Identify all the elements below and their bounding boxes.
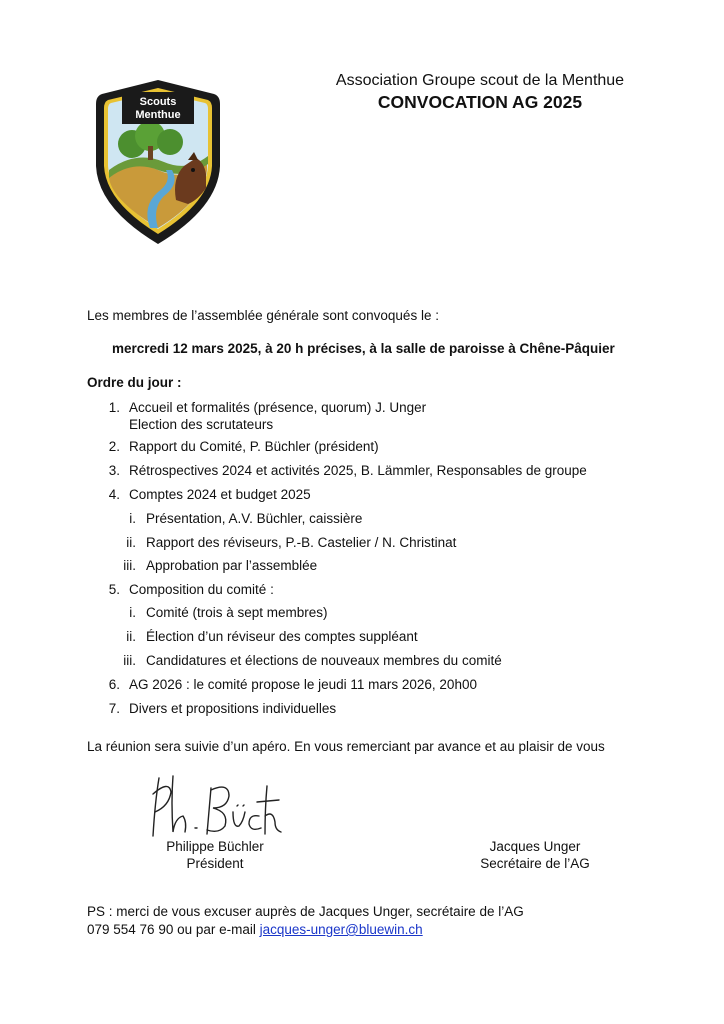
signature-block-left bbox=[150, 838, 280, 872]
item-text: Composition du comité : bbox=[129, 582, 274, 597]
ps-phone-text: 079 554 76 90 ou par e-mail bbox=[87, 922, 260, 937]
logo-text-scouts: Scouts bbox=[139, 96, 177, 108]
closing-text: La réunion sera suivie d’un apéro. En vous remerciant par avance et au plaisir de vous bbox=[87, 739, 605, 754]
item-number: i. bbox=[129, 605, 136, 620]
intro-text: Les membres de l’assemblée générale sont convoqués le : bbox=[87, 308, 439, 323]
item-text: Rapport du Comité, P. Büchler (président) bbox=[129, 439, 379, 454]
email-link[interactable]: jacques-unger@bluewin.ch bbox=[259, 922, 423, 937]
postscript bbox=[87, 903, 524, 939]
item-number: 1. bbox=[108, 400, 120, 415]
item-number: i. bbox=[129, 511, 136, 526]
item-number: iii. bbox=[123, 558, 136, 573]
handwritten-signature bbox=[145, 772, 295, 842]
item-text: Rapport des réviseurs, P.-B. Castelier / N. Christinat bbox=[146, 535, 457, 550]
signer-role: Président bbox=[186, 856, 244, 871]
item-text: Approbation par l’assemblée bbox=[146, 558, 318, 573]
item-number: 6. bbox=[108, 677, 120, 692]
item-text: Candidatures et élections de nouveaux membres du comité bbox=[146, 653, 502, 668]
ps-line-2 bbox=[87, 921, 524, 939]
item-text: Accueil et formalités (présence, quorum) J. Unger bbox=[129, 400, 427, 415]
meeting-date: mercredi 12 mars 2025, à 20 h précises, à la salle de paroisse à Chêne-Pâquier bbox=[112, 341, 615, 356]
agenda-heading: Ordre du jour : bbox=[87, 375, 182, 390]
signature-block-right bbox=[460, 838, 610, 872]
scouts-menthue-logo bbox=[92, 78, 224, 246]
signer-role: Secrétaire de l’AG bbox=[480, 856, 590, 871]
item-number: 4. bbox=[108, 487, 120, 502]
ps-line-1: PS : merci de vous excuser auprès de Jacques Unger, secrétaire de l’AG bbox=[87, 904, 524, 919]
signer-name: Philippe Büchler bbox=[166, 839, 264, 854]
item-text: Comptes 2024 et budget 2025 bbox=[129, 487, 311, 502]
item-text: Élection d’un réviseur des comptes suppléant bbox=[146, 629, 418, 644]
item-number: 7. bbox=[108, 701, 120, 716]
organization-name: Association Groupe scout de la Menthue bbox=[335, 72, 625, 89]
item-text: Comité (trois à sept membres) bbox=[146, 605, 328, 620]
item-number: ii. bbox=[126, 629, 136, 644]
item-number: 5. bbox=[108, 582, 120, 597]
signer-name: Jacques Unger bbox=[489, 839, 581, 854]
item-text: AG 2026 : le comité propose le jeudi 11 mars 2026, 20h00 bbox=[129, 677, 477, 692]
item-number: iii. bbox=[123, 653, 136, 668]
item-number: 2. bbox=[108, 439, 120, 454]
item-text: Présentation, A.V. Büchler, caissière bbox=[146, 511, 363, 526]
item-number: 3. bbox=[108, 463, 120, 478]
document-title: CONVOCATION AG 2025 bbox=[377, 92, 583, 112]
document-header bbox=[330, 70, 630, 113]
item-text-sub: Election des scrutateurs bbox=[129, 417, 274, 432]
item-number: ii. bbox=[126, 535, 136, 550]
logo-text-menthue: Menthue bbox=[135, 109, 181, 121]
item-text: Rétrospectives 2024 et activités 2025, B. Lämmler, Responsables de groupe bbox=[129, 463, 587, 478]
item-text: Divers et propositions individuelles bbox=[129, 701, 337, 716]
